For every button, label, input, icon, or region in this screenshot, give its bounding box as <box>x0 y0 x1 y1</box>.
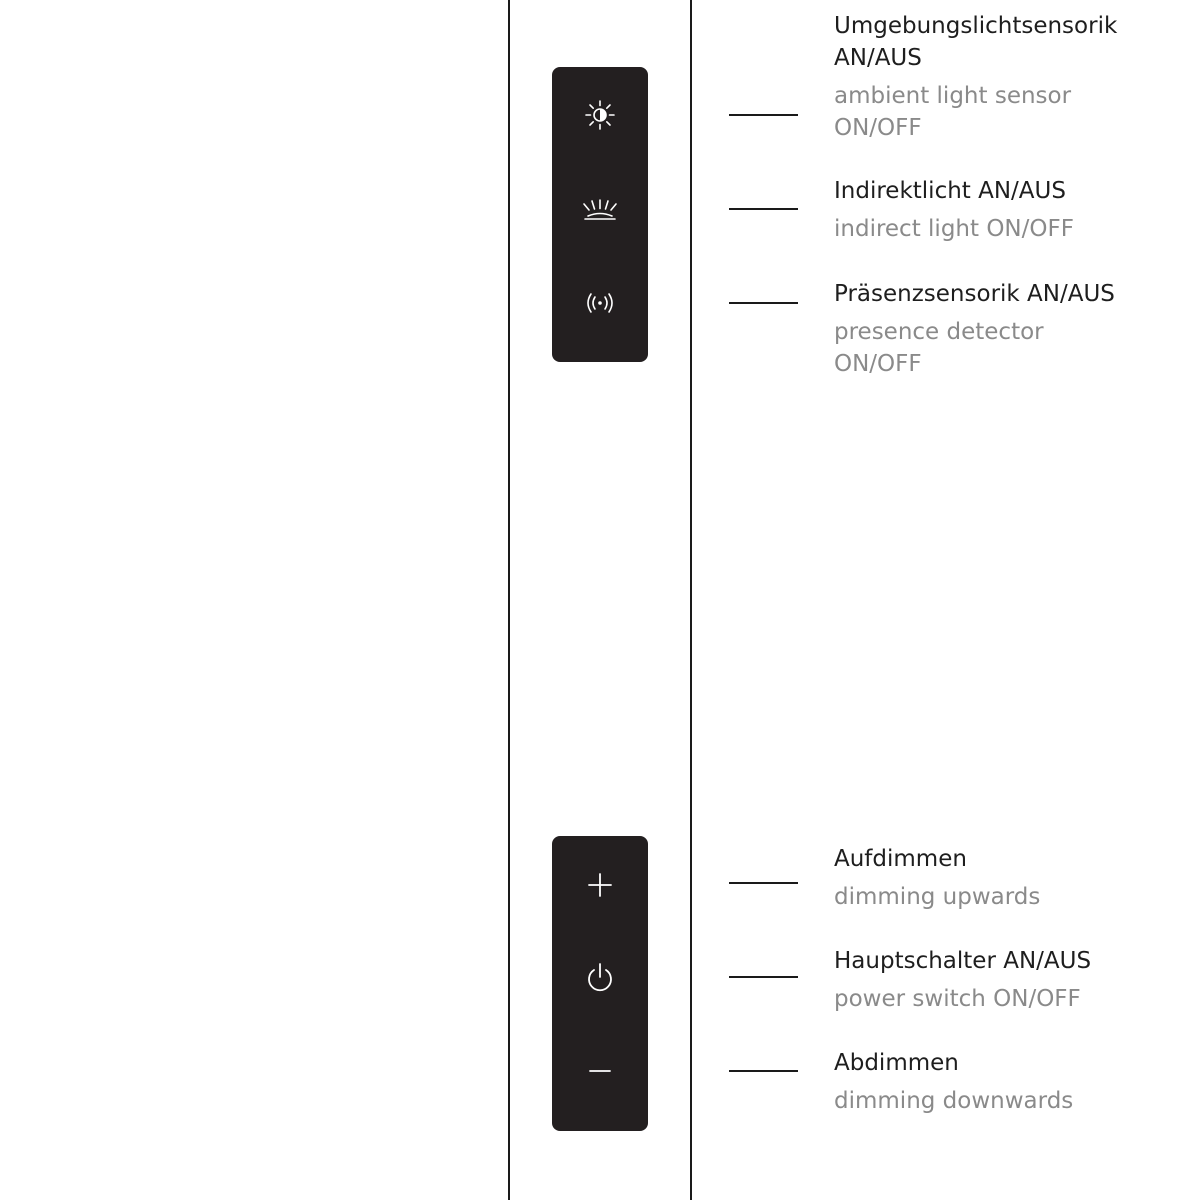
indirect-light-button[interactable] <box>580 189 620 229</box>
label-power <box>834 945 1174 1015</box>
lower-control-panel <box>552 836 648 1131</box>
upper-control-panel <box>552 67 648 362</box>
ambient-light-sensor-button[interactable] <box>580 95 620 135</box>
dim-up-button[interactable] <box>580 865 620 905</box>
label-presence <box>834 278 1174 380</box>
label-english: ambient light sensor ON/OFF <box>834 83 1072 141</box>
label-english: power switch ON/OFF <box>834 986 1081 1012</box>
label-german: Indirektlicht AN/AUS <box>834 178 1066 204</box>
dim-down-button[interactable] <box>580 1051 620 1091</box>
leader-line-ambient-light <box>729 114 798 116</box>
leader-line-presence <box>729 302 798 304</box>
minus-icon <box>582 1053 618 1089</box>
power-button[interactable] <box>580 958 620 998</box>
leader-line-dim-up <box>729 882 798 884</box>
power-icon <box>582 960 618 996</box>
plus-icon <box>582 867 618 903</box>
presence-sensor-icon <box>580 285 620 321</box>
label-indirect-light <box>834 175 1174 245</box>
label-dim-down <box>834 1047 1174 1117</box>
presence-sensor-button[interactable] <box>580 283 620 323</box>
label-german: Umgebungslichtsensorik AN/AUS <box>834 13 1118 71</box>
label-english: dimming downwards <box>834 1088 1074 1114</box>
leader-line-power <box>729 976 798 978</box>
label-ambient-light <box>834 10 1174 144</box>
label-dim-up <box>834 843 1174 913</box>
label-german: Abdimmen <box>834 1050 959 1076</box>
housing-left-edge <box>508 0 510 1200</box>
leader-line-dim-down <box>729 1070 798 1072</box>
label-german: Präsenzsensorik AN/AUS <box>834 281 1115 307</box>
label-english: presence detector ON/OFF <box>834 319 1044 377</box>
indirect-light-icon <box>580 191 620 227</box>
ambient-light-icon <box>582 97 618 133</box>
label-english: indirect light ON/OFF <box>834 216 1074 242</box>
leader-line-indirect-light <box>729 208 798 210</box>
housing-right-edge <box>690 0 692 1200</box>
label-german: Aufdimmen <box>834 846 967 872</box>
label-german: Hauptschalter AN/AUS <box>834 948 1092 974</box>
label-english: dimming upwards <box>834 884 1041 910</box>
